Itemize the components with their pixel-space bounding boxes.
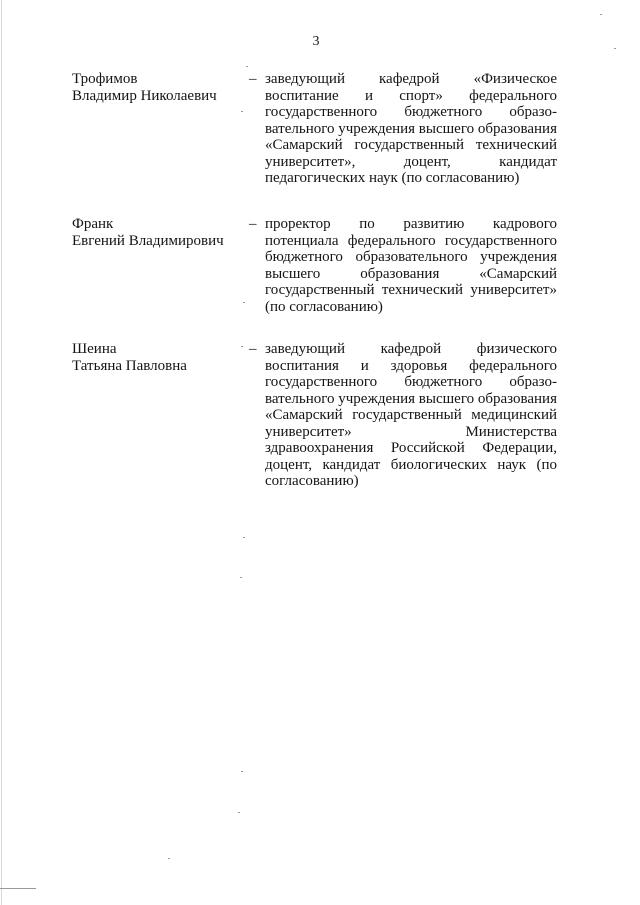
scan-speck <box>241 771 243 772</box>
entry-dash: – <box>249 341 257 357</box>
member-position: проректор по развитию кадрового потенциала федерального государственного бюджетного образовательного учреждения высшего образования «Самарский государственный технический университет» (по согласованию) <box>265 216 557 315</box>
member-name <box>72 216 242 249</box>
member-surname: Шеина <box>72 341 117 357</box>
entry-dash: – <box>249 216 257 232</box>
entry-dash: – <box>249 71 257 87</box>
scan-edge-line <box>1 0 2 905</box>
scan-speck <box>240 577 242 578</box>
member-surname: Трофимов <box>72 71 138 87</box>
scan-speck <box>241 111 243 112</box>
member-position: заведующий кафедрой физического воспитания и здоровья федерального государственного бюджетного образо-вательного учреждения высшего образования «Самарский государственный медицинский университет» Министерства здравоохранения Российской Федерации, доцент, кандидат биологических наук (по согласованию) <box>265 341 557 489</box>
scan-speck <box>614 48 616 49</box>
scan-speck <box>241 346 243 347</box>
member-surname: Франк <box>72 216 114 232</box>
scan-speck <box>168 858 170 859</box>
member-name <box>72 341 242 374</box>
scan-speck <box>243 537 245 538</box>
member-position: заведующий кафедрой «Физическое воспитание и спорт» федерального государственного бюджетного образо-вательного учреждения высшего образования «Самарский государственный технический университет», доцент, кандидат педагогических наук (по согласованию) <box>265 71 557 186</box>
member-given-names: Евгений Владимирович <box>72 232 224 249</box>
scan-edge-mark <box>0 888 36 889</box>
scan-speck <box>600 14 602 15</box>
scan-speck <box>246 66 248 67</box>
scan-speck <box>238 812 240 813</box>
member-given-names: Татьяна Павловна <box>72 357 187 374</box>
member-name <box>72 71 242 104</box>
scan-speck <box>243 302 245 303</box>
member-given-names: Владимир Николаевич <box>72 87 217 104</box>
page-number: 3 <box>312 34 320 49</box>
